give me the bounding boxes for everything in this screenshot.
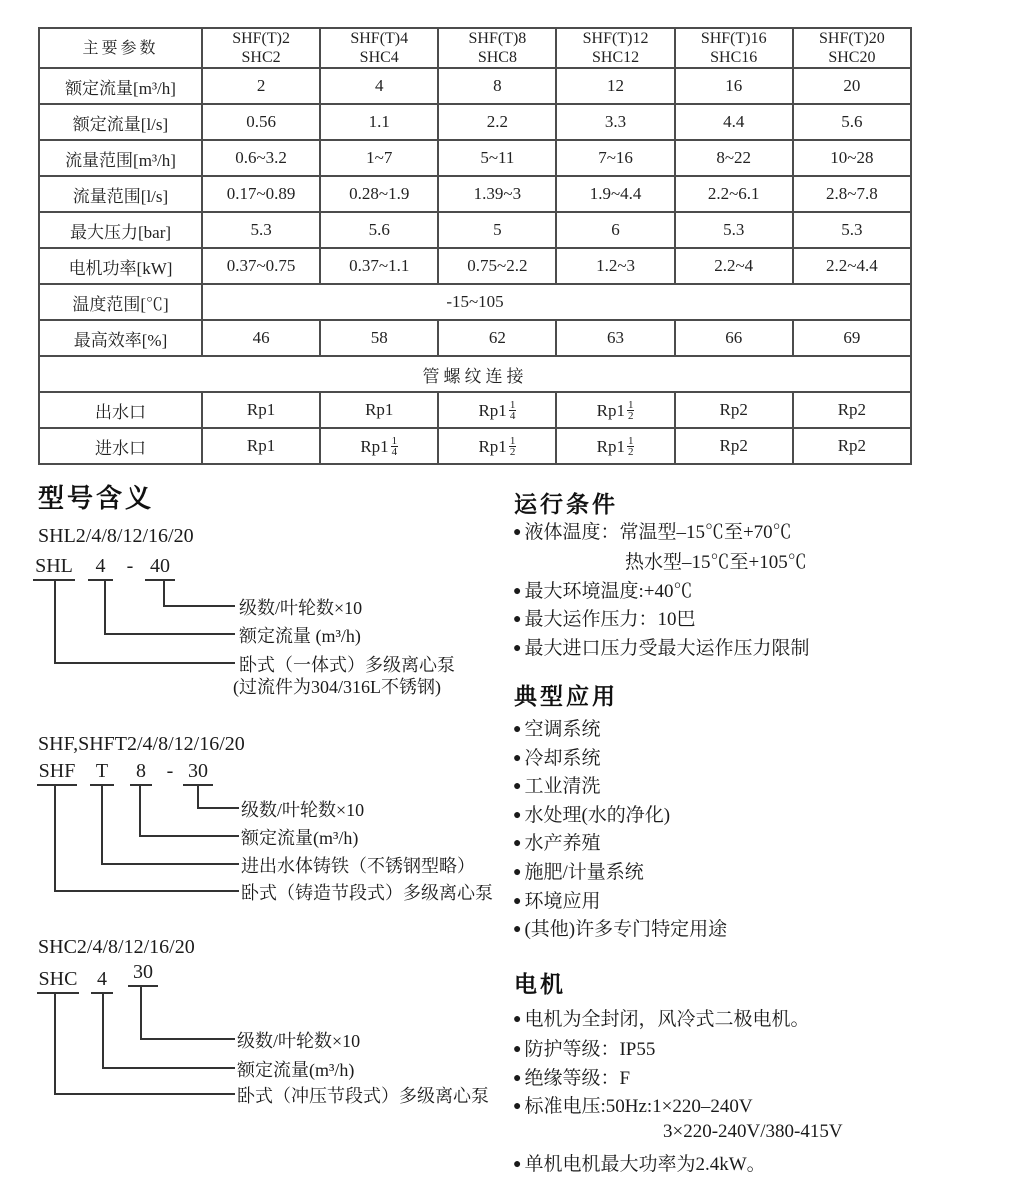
spec-cell: 20 [793,68,911,104]
spec-cell: Rp1 [320,392,438,428]
shl-series-line: SHL2/4/8/12/16/20 [38,525,194,547]
spec-cell: Rp2 [793,392,911,428]
connector-line [54,994,235,1095]
applications-list [513,714,727,943]
operating-condition-item: ● 最大环境温度:+40℃ [513,576,692,603]
spec-fullspan-cell: 管螺纹连接 [39,356,911,392]
operating-condition-item: ● 最大进口压力受最大运作压力限制 [513,633,809,660]
spec-cell: 5.3 [675,212,793,248]
spec-row [39,392,911,428]
spec-row-label: 最大压力[bar] [39,212,202,248]
spec-col-header: SHF(T)8 SHC8 [438,28,556,68]
spec-cell: 0.37~0.75 [202,248,320,284]
spec-col-header: SHF(T)12 SHC12 [556,28,674,68]
operating-condition-item: ● 液体温度：常温型–15℃至+70℃ [513,517,792,544]
spec-cell: Rp1 $\frac{1}{2}$ [556,428,674,464]
spec-row [39,140,911,176]
application-item: ● 施肥/计量系统 [513,857,727,886]
shf-label-stages: 级数/叶轮数×10 [241,800,365,820]
spec-cell: 2.2~6.1 [675,176,793,212]
spec-row [39,320,911,356]
spec-row-label: 电机功率[kW] [39,248,202,284]
spec-cell: 4.4 [675,104,793,140]
shf-code-flow: 8 [130,760,152,786]
spec-cell: 62 [438,320,556,356]
application-item: ● 空调系统 [513,714,727,743]
spec-cell: 0.6~3.2 [202,140,320,176]
spec-header-row [39,28,911,68]
shl-code-prefix: SHL [33,555,75,581]
shf-series-line: SHF,SHFT2/4/8/12/16/20 [38,733,245,755]
spec-row [39,68,911,104]
shf-model-diagram [33,760,503,915]
spec-cell: 0.56 [202,104,320,140]
connector-line [54,786,239,892]
application-item: ● 工业清洗 [513,771,727,800]
shf-code-dash: - [166,760,174,782]
spec-cell: 2.8~7.8 [793,176,911,212]
spec-cell: 0.17~0.89 [202,176,320,212]
spec-row [39,248,911,284]
spec-cell: 8~22 [675,140,793,176]
shc-code-prefix: SHC [37,968,79,994]
section-title-model-meaning: 型号含义 [38,483,155,513]
spec-cell: 5 [438,212,556,248]
shc-label-flow: 额定流量(m³/h) [237,1060,355,1080]
spec-row [39,428,911,464]
spec-cell: Rp1 $\frac{1}{2}$ [556,392,674,428]
spec-cell: Rp2 [675,428,793,464]
spec-cell: Rp1 [202,392,320,428]
spec-row [39,356,911,392]
spec-cell: Rp1 $\frac{1}{4}$ [438,392,556,428]
spec-row-label: 进水口 [39,428,202,464]
spec-cell: 0.28~1.9 [320,176,438,212]
spec-col-header: SHF(T)20 SHC20 [793,28,911,68]
spec-cell: 2.2 [438,104,556,140]
application-item: ● 环境应用 [513,886,727,915]
spec-cell: 5~11 [438,140,556,176]
section-title-applications: 典型应用 [514,683,618,709]
spec-row-label: 额定流量[l/s] [39,104,202,140]
spec-param-header: 主要参数 [39,28,202,68]
shf-label-material: 进出水体铸铁（不锈钢型略） [241,856,475,876]
section-title-motor: 电机 [514,971,566,997]
spec-cell: 1.39~3 [438,176,556,212]
spec-cell: 1~7 [320,140,438,176]
spec-cell: 46 [202,320,320,356]
motor-item: ● 电机为全封闭，风冷式二极电机。 [513,1004,809,1031]
shl-label-type-note: (过流件为304/316L不锈钢) [233,677,441,697]
spec-cell: 0.75~2.2 [438,248,556,284]
spec-cell: 69 [793,320,911,356]
shl-code-dash: - [126,555,134,577]
application-item: ● 水产养殖 [513,828,727,857]
spec-row [39,212,911,248]
spec-row [39,176,911,212]
spec-cell: 63 [556,320,674,356]
spec-cell: 2.2~4.4 [793,248,911,284]
shc-code-flow: 4 [91,968,113,994]
spec-cell: 4 [320,68,438,104]
spec-cell: 3.3 [556,104,674,140]
shl-code-flow: 4 [88,555,113,581]
spec-cell: 66 [675,320,793,356]
spec-row [39,284,911,320]
spec-cell: 1.9~4.4 [556,176,674,212]
shf-label-flow: 额定流量(m³/h) [241,828,359,848]
spec-row-label: 流量范围[m³/h] [39,140,202,176]
spec-cell: 10~28 [793,140,911,176]
spec-cell: 58 [320,320,438,356]
spec-cell: 5.3 [793,212,911,248]
spec-row-label: 流量范围[l/s] [39,176,202,212]
motor-item-continuation: 3×220-240V/380-415V [663,1121,843,1142]
shl-label-stages: 级数/叶轮数×10 [239,598,363,618]
spec-cell: 2 [202,68,320,104]
spec-row-label: 额定流量[m³/h] [39,68,202,104]
motor-item: ● 标准电压:50Hz:1×220–240V [513,1091,753,1118]
spec-cell: 6 [556,212,674,248]
spec-cell: Rp1 $\frac{1}{2}$ [438,428,556,464]
spec-row-label: 温度范围[℃] [39,284,202,320]
spec-row-label: 出水口 [39,392,202,428]
spec-row [39,104,911,140]
spec-cell: 7~16 [556,140,674,176]
fraction-one-half: $\frac{1}{2}$ [627,434,634,458]
fraction-one-half: $\frac{1}{2}$ [509,434,516,458]
spec-cell: 8 [438,68,556,104]
spec-cell: 16 [675,68,793,104]
motor-item: ● 单机电机最大功率为2.4kW。 [513,1149,766,1176]
spec-col-header: SHF(T)2 SHC2 [202,28,320,68]
spec-cell: 0.37~1.1 [320,248,438,284]
spec-cell: 5.3 [202,212,320,248]
shf-label-type: 卧式（铸造节段式）多级离心泵 [241,883,493,903]
application-item: ● 冷却系统 [513,743,727,772]
shl-label-type: 卧式（一体式）多级离心泵 [239,655,455,675]
shc-label-type: 卧式（冲压节段式）多级离心泵 [237,1086,489,1106]
shc-label-stages: 级数/叶轮数×10 [237,1031,361,1051]
spec-cell: 5.6 [320,212,438,248]
application-item: ● (其他)许多专门特定用途 [513,914,727,943]
spec-cell: 1.1 [320,104,438,140]
spec-cell: 1.2~3 [556,248,674,284]
shl-code-stages: 40 [145,555,175,581]
application-item: ● 水处理(水的净化) [513,800,727,829]
shc-code-stages: 30 [128,961,158,987]
spec-row-label: 最高效率[%] [39,320,202,356]
spec-cell: Rp1 [202,428,320,464]
shl-model-diagram [33,555,503,710]
spec-table [38,27,912,465]
operating-condition-item: ● 最大运作压力：10巴 [513,604,695,631]
section-title-operating-conditions: 运行条件 [514,491,618,517]
connector-line [54,581,235,664]
operating-condition-item-continuation: 热水型–15℃至+105℃ [625,552,807,573]
spec-cell: Rp2 [793,428,911,464]
spec-span-cell: -15~105 [202,284,911,320]
fraction-one-half: $\frac{1}{2}$ [627,398,634,422]
spec-col-header: SHF(T)16 SHC16 [675,28,793,68]
motor-item: ● 绝缘等级：F [513,1063,630,1090]
shl-label-flow: 额定流量 (m³/h) [239,626,361,646]
fraction-one-quarter: $\frac{1}{4}$ [391,434,398,458]
shc-series-line: SHC2/4/8/12/16/20 [38,936,195,958]
spec-col-header: SHF(T)4 SHC4 [320,28,438,68]
spec-cell: Rp2 [675,392,793,428]
spec-cell: 12 [556,68,674,104]
spec-cell: 2.2~4 [675,248,793,284]
shf-code-prefix: SHF [37,760,77,786]
shf-code-stages: 30 [183,760,213,786]
fraction-one-quarter: $\frac{1}{4}$ [509,398,516,422]
motor-item: ● 防护等级：IP55 [513,1034,655,1061]
shc-model-diagram [33,963,503,1108]
spec-cell: 5.6 [793,104,911,140]
spec-cell: Rp1 $\frac{1}{4}$ [320,428,438,464]
shf-code-material: T [90,760,114,786]
